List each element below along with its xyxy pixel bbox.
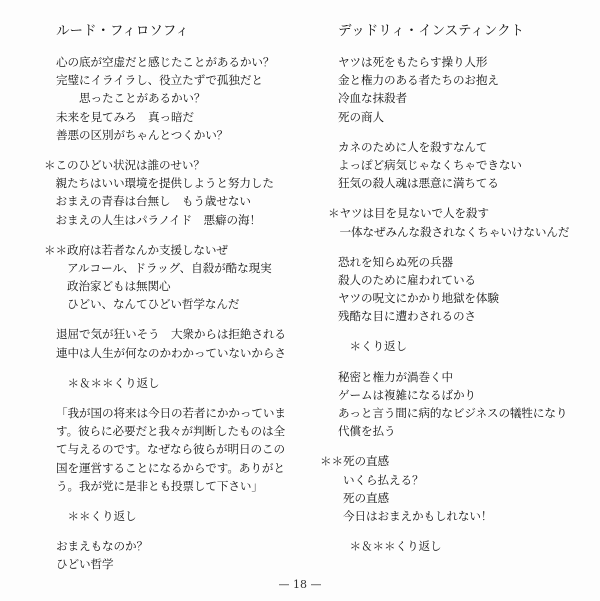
- lyric-line: ＊＊くり返し: [56, 508, 137, 523]
- stanza-gap: [320, 356, 590, 368]
- stanza: [44, 53, 314, 144]
- stanza: [44, 507, 314, 525]
- lyric-line: 殺人のために雇われている: [338, 272, 476, 287]
- stanza-gap: [320, 126, 590, 138]
- lyric-line: カネのために人を殺すなんて: [338, 139, 488, 154]
- lyric-line: いくら払える？: [320, 472, 424, 487]
- lyric-line: 金と権力のある者たちのお抱え: [338, 73, 499, 88]
- stanza: [44, 325, 314, 361]
- lyric-line: 善悪の区別がちゃんとつくかい？: [56, 127, 229, 142]
- lyric-line: 思ったことがあるかい？: [56, 91, 206, 106]
- lyric-line: ヤツの呪文にかかり地獄を体験: [338, 291, 499, 306]
- stanza: [320, 204, 590, 240]
- lyric-line: 死の商人: [338, 109, 384, 124]
- lyric-line: て与えるのです。なぜなら彼らが明日のこの: [56, 442, 285, 457]
- lyric-line: ゲームは複雑になるばかり: [338, 387, 476, 402]
- left-song-column: [44, 22, 314, 574]
- stanza-gap: [320, 525, 590, 537]
- stanza: [44, 404, 314, 495]
- lyric-line: 死の直感: [320, 490, 389, 505]
- lyric-line: 国を運営することになるからです。ありがと: [56, 460, 285, 475]
- lyric-line: 一体なぜみんな殺されなくちゃいけないんだ: [328, 224, 570, 239]
- stanza-gap: [44, 525, 314, 537]
- lyric-line: ひどい、なんてひどい哲学なんだ: [44, 297, 240, 312]
- left-song-title: ルード・フィロソフィ: [56, 23, 189, 39]
- lyric-line: 秘密と権力が渦巻く中: [338, 369, 453, 384]
- lyric-line: おまえもなのか？: [56, 539, 148, 554]
- stanza-gap: [44, 495, 314, 507]
- lyric-line: ＊このひどい状況は誰のせい？: [44, 157, 205, 172]
- stanza: [320, 368, 590, 441]
- lyric-line: ヤツは死をもたらす操り人形: [338, 55, 488, 69]
- lyric-line: あっと言う間に病的なビジネスの犠牲になり: [338, 406, 568, 420]
- lyric-line: 狂気の殺人魂は悪意に満ちてる: [338, 176, 499, 191]
- stanza: [320, 337, 590, 355]
- lyric-line: 心の底が空虚だと感じたことがあるかい？: [56, 55, 275, 69]
- left-song-lyrics: [44, 53, 314, 574]
- stanza-gap: [44, 144, 314, 156]
- lyric-line: う。我が党に是非とも投票して下さい」: [56, 478, 263, 493]
- stanza-gap: [44, 229, 314, 241]
- lyric-line: ひどい哲学: [56, 557, 114, 572]
- lyric-line: 未来を見てみろ 真っ暗だ: [56, 109, 194, 124]
- stanza: [44, 156, 314, 229]
- lyric-line: 代償を払う: [338, 424, 396, 439]
- stanza-gap: [320, 192, 590, 204]
- lyric-line: ＊＊政府は若者なんか支援しないぜ: [44, 242, 228, 257]
- lyric-line: 今日はおまえかもしれない！: [320, 508, 493, 523]
- lyric-line: ＊＊死の直感: [320, 454, 389, 469]
- lyric-line: ＊＆＊＊くり返し: [56, 375, 160, 390]
- lyric-line: 完璧にイライラし、役立たずで孤独だと: [56, 73, 263, 88]
- lyric-line: 恐れを知らぬ死の兵器: [338, 254, 453, 269]
- right-song-title: デッドリィ・インスティンクト: [338, 23, 525, 39]
- stanza: [320, 138, 590, 193]
- lyric-line: 退屈で気が狂いそう 大衆からは拒絶される: [56, 327, 286, 342]
- stanza: [320, 452, 590, 525]
- lyric-line: アルコール、ドラッグ、自殺が酷な現実: [44, 260, 272, 275]
- stanza-gap: [320, 440, 590, 452]
- lyric-line: ＊くり返し: [338, 339, 407, 354]
- lyric-line: 冷血な抹殺者: [338, 91, 407, 106]
- stanza: [320, 53, 590, 126]
- stanza-gap: [44, 392, 314, 404]
- lyric-line: 政治家どもは無関心: [44, 279, 171, 294]
- lyric-line: 「我が国の将来は今日の若者にかかっていま: [56, 406, 286, 420]
- right-song-column: [320, 22, 590, 555]
- stanza: [44, 537, 314, 573]
- lyric-line: 残酷な目に遭わされるのさ: [338, 309, 476, 324]
- lyric-line: おまえの青春は台無し もう歳せない: [44, 194, 251, 209]
- stanza: [44, 374, 314, 392]
- stanza-gap: [44, 362, 314, 374]
- lyric-line: 連中は人生が何なのかわかっていないからさ: [56, 345, 286, 360]
- right-song-lyrics: [320, 53, 590, 555]
- lyric-line: よっぽど病気じゃなくちゃできない: [338, 157, 522, 172]
- lyric-line: ＊＆＊＊くり返し: [338, 539, 442, 554]
- stanza-gap: [320, 241, 590, 253]
- page-number: — 18 —: [278, 578, 322, 591]
- stanza: [320, 253, 590, 326]
- stanza-gap: [320, 325, 590, 337]
- lyric-line: す。彼らに必要だと我々が判断したものは全: [56, 424, 285, 439]
- stanza-gap: [44, 313, 314, 325]
- lyric-line: おまえの人生はパラノイド 悪癖の海！: [44, 212, 261, 227]
- stanza: [320, 537, 590, 555]
- stanza: [44, 241, 314, 314]
- lyric-line: 親たちはいい環境を提供しようと努力した: [44, 176, 274, 191]
- lyric-line: ＊ヤツは目を見ないで人を殺す: [328, 206, 489, 221]
